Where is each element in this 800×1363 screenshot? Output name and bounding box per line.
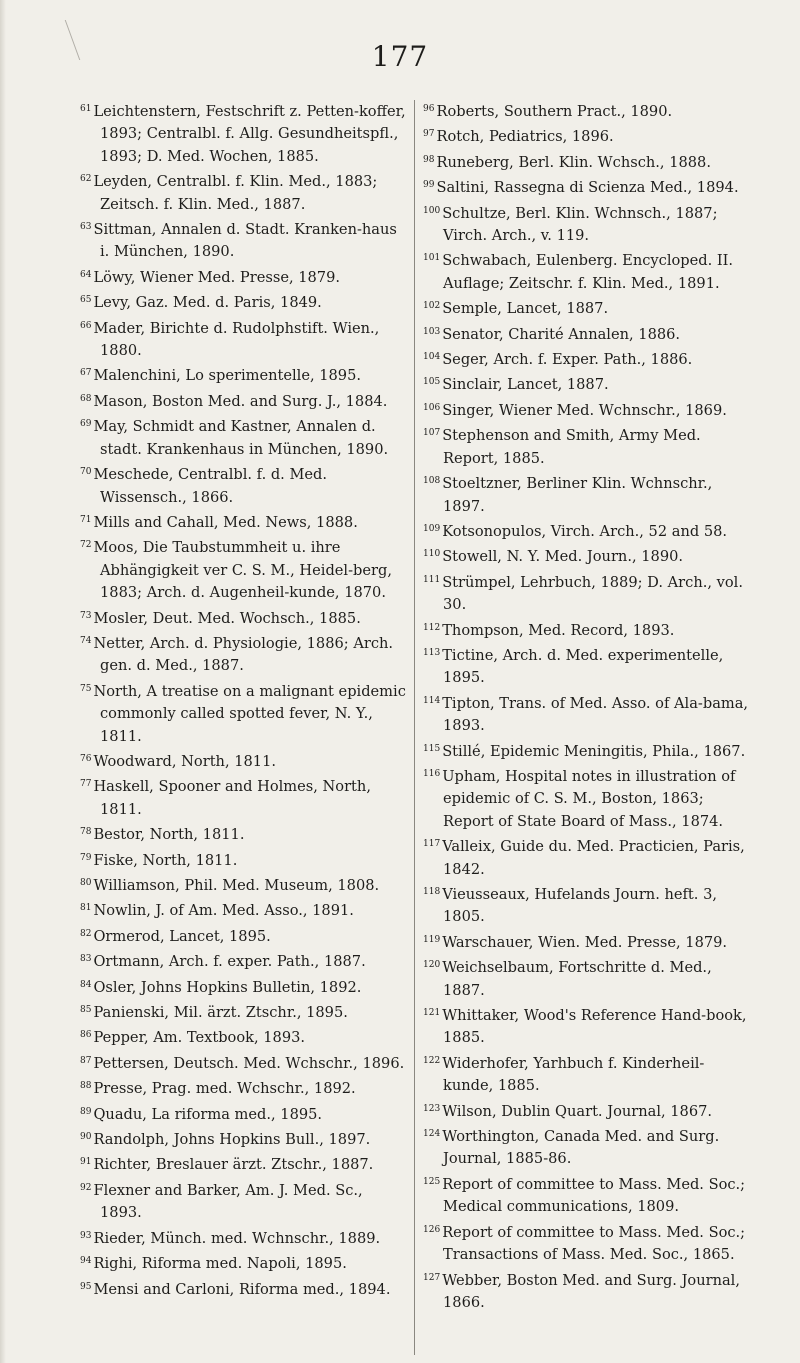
reference-text: Weichselbaum, Fortschritte d. Med., 1887. bbox=[442, 959, 712, 999]
reference-entry bbox=[80, 1177, 408, 1225]
reference-text: Thompson, Med. Record, 1893. bbox=[442, 621, 675, 639]
reference-number: 111 bbox=[423, 574, 441, 585]
reference-number: 84 bbox=[80, 979, 92, 990]
reference-entry bbox=[80, 923, 408, 948]
reference-number: 108 bbox=[423, 476, 441, 487]
reference-number: 97 bbox=[423, 129, 435, 140]
reference-number: 76 bbox=[80, 753, 92, 764]
reference-entry bbox=[80, 509, 408, 534]
reference-text: Woodward, North, 1811. bbox=[93, 752, 277, 770]
reference-number: 80 bbox=[80, 878, 92, 888]
reference-entry bbox=[80, 630, 408, 678]
reference-entry bbox=[423, 1098, 753, 1123]
reference-text: Runeberg, Berl. Klin. Wchsch., 1888. bbox=[436, 153, 711, 171]
reference-text: Seger, Arch. f. Exper. Path., 1886. bbox=[442, 351, 693, 369]
reference-number: 110 bbox=[423, 549, 441, 560]
reference-entry bbox=[80, 948, 408, 973]
reference-number: 67 bbox=[80, 368, 92, 379]
reference-text: Osler, Johns Hopkins Bulletin, 1892. bbox=[93, 978, 362, 996]
reference-list-right bbox=[423, 98, 753, 1314]
reference-text: Richter, Breslauer ärzt. Ztschr., 1887. bbox=[93, 1156, 374, 1174]
reference-number: 100 bbox=[423, 205, 441, 216]
reference-number: 64 bbox=[80, 269, 92, 280]
reference-number: 79 bbox=[80, 852, 92, 863]
reference-number: 93 bbox=[80, 1230, 92, 1241]
reference-entry bbox=[80, 461, 408, 509]
reference-text: Saltini, Rassegna di Scienza Med., 1894. bbox=[436, 179, 739, 197]
reference-number: 78 bbox=[80, 827, 92, 838]
reference-number: 114 bbox=[423, 695, 441, 706]
reference-text: Löwy, Wiener Med. Presse, 1879. bbox=[93, 268, 341, 286]
reference-text: Leichtenstern, Festschrift z. Petten-koffer, 1893; Centralbl. f. Allg. Gesundheitspfl., 1893; D. Med. Wochen, 1885. bbox=[93, 103, 406, 165]
reference-entry bbox=[423, 543, 753, 568]
reference-entry bbox=[80, 847, 408, 872]
reference-entry bbox=[423, 174, 753, 199]
reference-entry bbox=[423, 371, 753, 396]
reference-number: 122 bbox=[423, 1055, 441, 1066]
reference-number: 115 bbox=[423, 743, 441, 754]
reference-entry bbox=[423, 422, 753, 470]
reference-text: Widerhofer, Yarhbuch f. Kinderheil-kunde, 1885. bbox=[442, 1054, 705, 1095]
reference-text: Valleix, Guide du. Med. Practicien, Paris, 1842. bbox=[442, 838, 745, 878]
reference-text: Ortmann, Arch. f. exper. Path., 1887. bbox=[93, 953, 366, 971]
reference-entry bbox=[423, 642, 753, 690]
reference-text: Netter, Arch. d. Physiologie, 1886; Arch. gen. d. Med., 1887. bbox=[93, 634, 394, 675]
reference-text: Mason, Boston Med. and Surg. J., 1884. bbox=[93, 392, 388, 410]
reference-text: Mensi and Carloni, Riforma med., 1894. bbox=[93, 1280, 391, 1298]
reference-text: Pettersen, Deutsch. Med. Wchschr., 1896. bbox=[93, 1054, 405, 1072]
reference-entry bbox=[80, 168, 408, 216]
reference-text: Tictine, Arch. d. Med. experimentelle, 1895. bbox=[442, 646, 724, 687]
reference-text: Randolph, Johns Hopkins Bull., 1897. bbox=[93, 1131, 371, 1149]
reference-text: Roberts, Southern Pract., 1890. bbox=[436, 103, 673, 120]
reference-number: 73 bbox=[80, 610, 92, 621]
reference-text: Kotsonopulos, Virch. Arch., 52 and 58. bbox=[442, 522, 728, 540]
reference-text: Williamson, Phil. Med. Museum, 1808. bbox=[93, 877, 380, 894]
reference-text: Stoeltzner, Berliner Klin. Wchnschr., 1897. bbox=[442, 475, 713, 515]
reference-text: Leyden, Centralbl. f. Klin. Med., 1883; Zeitsch. f. Klin. Med., 1887. bbox=[93, 173, 378, 213]
reference-number: 92 bbox=[80, 1182, 92, 1193]
reference-entry bbox=[423, 397, 753, 422]
reference-entry bbox=[80, 1151, 408, 1176]
reference-number: 117 bbox=[423, 839, 441, 850]
reference-number: 83 bbox=[80, 954, 92, 965]
reference-number: 112 bbox=[423, 622, 441, 633]
reference-entry bbox=[80, 999, 408, 1024]
reference-number: 121 bbox=[423, 1008, 441, 1019]
reference-number: 65 bbox=[80, 295, 92, 306]
reference-entry bbox=[80, 773, 408, 821]
reference-text: Sinclair, Lancet, 1887. bbox=[442, 376, 609, 394]
reference-text: Wilson, Dublin Quart. Journal, 1867. bbox=[442, 1102, 713, 1120]
reference-entry bbox=[80, 1101, 408, 1126]
reference-entry bbox=[80, 678, 408, 748]
reference-text: Moos, Die Taubstummheit u. ihre Abhängigkeit ver C. S. M., Heidel-berg, 1883; Arch. d. Augenheil-kunde, 1870. bbox=[93, 539, 392, 602]
reference-number: 61 bbox=[80, 104, 92, 114]
reference-text: Senator, Charité Annalen, 1886. bbox=[442, 325, 681, 343]
reference-entry bbox=[423, 617, 753, 642]
reference-entry bbox=[80, 974, 408, 999]
reference-text: Vieusseaux, Hufelands Journ. heft. 3, 1805. bbox=[442, 886, 717, 926]
reference-entry bbox=[423, 1123, 753, 1171]
reference-text: Mader, Birichte d. Rudolphstift. Wien., 1880. bbox=[93, 319, 380, 360]
reference-number: 101 bbox=[423, 253, 441, 264]
reference-entry bbox=[423, 247, 753, 295]
reference-list-left bbox=[80, 98, 408, 1301]
reference-number: 104 bbox=[423, 352, 441, 363]
reference-text: Nowlin, J. of Am. Med. Asso., 1891. bbox=[93, 902, 354, 920]
reference-entry bbox=[80, 362, 408, 387]
reference-number: 126 bbox=[423, 1224, 441, 1235]
reference-text: Strümpel, Lehrbuch, 1889; D. Arch., vol. 30. bbox=[442, 573, 743, 614]
reference-number: 96 bbox=[423, 104, 435, 114]
reference-text: Warschauer, Wien. Med. Presse, 1879. bbox=[442, 933, 728, 951]
reference-number: 77 bbox=[80, 779, 92, 790]
reference-text: Levy, Gaz. Med. d. Paris, 1849. bbox=[93, 294, 322, 312]
reference-entry bbox=[423, 569, 753, 617]
reference-number: 123 bbox=[423, 1103, 441, 1114]
reference-text: Stillé, Epidemic Meningitis, Phila., 1867. bbox=[442, 742, 746, 760]
reference-text: Schwabach, Eulenberg. Encycloped. II. Auflage; Zeitschr. f. Klin. Med., 1891. bbox=[442, 252, 734, 292]
reference-text: Panienski, Mil. ärzt. Ztschr., 1895. bbox=[93, 1004, 348, 1022]
reference-entry bbox=[80, 872, 408, 897]
reference-number: 85 bbox=[80, 1005, 92, 1016]
reference-number: 120 bbox=[423, 960, 441, 971]
reference-text: North, A treatise on a malignant epidemic commonly called spotted fever, N. Y., 1811. bbox=[93, 682, 406, 745]
reference-entry bbox=[80, 1250, 408, 1275]
reference-entry bbox=[80, 1024, 408, 1049]
reference-text: Haskell, Spooner and Holmes, North, 1811. bbox=[93, 778, 371, 818]
reference-text: Semple, Lancet, 1887. bbox=[442, 300, 609, 318]
reference-entry bbox=[423, 123, 753, 148]
reference-text: Upham, Hospital notes in illustration of epidemic of C. S. M., Boston, 1863; Report of State Board of Mass., 1874. bbox=[442, 767, 736, 830]
reference-number: 106 bbox=[423, 402, 441, 413]
reference-text: Webber, Boston Med. and Surg. Journal, 1866. bbox=[442, 1271, 740, 1311]
reference-number: 95 bbox=[80, 1281, 92, 1292]
page-edge-shadow bbox=[0, 0, 6, 1363]
reference-text: Quadu, La riforma med., 1895. bbox=[93, 1105, 323, 1123]
reference-text: Righi, Riforma med. Napoli, 1895. bbox=[93, 1255, 347, 1273]
reference-entry bbox=[80, 605, 408, 630]
reference-number: 68 bbox=[80, 393, 92, 404]
reference-number: 70 bbox=[80, 467, 92, 478]
reference-number: 119 bbox=[423, 934, 441, 945]
reference-entry bbox=[423, 200, 753, 248]
reference-text: Sittman, Annalen d. Stadt. Kranken-haus i. München, 1890. bbox=[93, 221, 397, 261]
reference-text: Schultze, Berl. Klin. Wchnsch., 1887; Virch. Arch., v. 119. bbox=[442, 204, 718, 245]
reference-entry bbox=[423, 763, 753, 833]
reference-entry bbox=[423, 149, 753, 174]
reference-entry bbox=[423, 1219, 753, 1267]
reference-entry bbox=[423, 518, 753, 543]
reference-entry bbox=[423, 1267, 753, 1315]
reference-entry bbox=[80, 413, 408, 461]
reference-entry bbox=[423, 1050, 753, 1098]
reference-text: Mosler, Deut. Med. Wochsch., 1885. bbox=[93, 609, 361, 627]
reference-entry bbox=[80, 1126, 408, 1151]
reference-entry bbox=[80, 1225, 408, 1250]
reference-text: Rieder, Münch. med. Wchnschr., 1889. bbox=[93, 1229, 381, 1247]
reference-entry bbox=[80, 821, 408, 846]
reference-entry bbox=[80, 98, 408, 168]
reference-number: 105 bbox=[423, 377, 441, 388]
reference-number: 62 bbox=[80, 174, 92, 185]
reference-number: 87 bbox=[80, 1055, 92, 1066]
reference-entry bbox=[80, 388, 408, 413]
reference-entry bbox=[423, 1171, 753, 1219]
reference-number: 82 bbox=[80, 928, 92, 939]
page-number: 177 bbox=[371, 40, 429, 73]
reference-text: Mills and Cahall, Med. News, 1888. bbox=[93, 513, 358, 531]
reference-entry bbox=[423, 1002, 753, 1050]
reference-text: Stephenson and Smith, Army Med. Report, 1885. bbox=[442, 427, 701, 467]
reference-number: 71 bbox=[80, 514, 92, 525]
reference-entry bbox=[80, 1276, 408, 1301]
reference-text: Rotch, Pediatrics, 1896. bbox=[436, 128, 614, 146]
reference-number: 99 bbox=[423, 180, 435, 191]
reference-entry bbox=[423, 321, 753, 346]
reference-number: 98 bbox=[423, 154, 435, 165]
reference-text: Report of committee to Mass. Med. Soc.; Medical communications, 1809. bbox=[442, 1175, 746, 1216]
reference-entry bbox=[80, 264, 408, 289]
reference-number: 116 bbox=[423, 768, 441, 779]
reference-text: May, Schmidt and Kastner, Annalen d. stadt. Krankenhaus in München, 1890. bbox=[93, 418, 389, 458]
reference-entry bbox=[80, 748, 408, 773]
reference-entry bbox=[80, 1050, 408, 1075]
reference-text: Meschede, Centralbl. f. d. Med. Wissensch., 1866. bbox=[93, 466, 328, 506]
reference-entry bbox=[80, 315, 408, 363]
reference-number: 103 bbox=[423, 326, 441, 337]
reference-number: 113 bbox=[423, 647, 441, 658]
reference-entry bbox=[423, 98, 753, 123]
reference-number: 75 bbox=[80, 683, 92, 694]
reference-entry bbox=[423, 738, 753, 763]
reference-number: 94 bbox=[80, 1256, 92, 1267]
reference-number: 74 bbox=[80, 635, 92, 646]
reference-entry bbox=[423, 346, 753, 371]
reference-entry bbox=[423, 690, 753, 738]
reference-entry bbox=[80, 1075, 408, 1100]
reference-text: Malenchini, Lo sperimentelle, 1895. bbox=[93, 367, 362, 385]
reference-number: 107 bbox=[423, 428, 441, 439]
reference-text: Singer, Wiener Med. Wchnschr., 1869. bbox=[442, 401, 727, 419]
reference-number: 102 bbox=[423, 301, 441, 312]
reference-text: Presse, Prag. med. Wchschr., 1892. bbox=[93, 1080, 356, 1098]
reference-text: Stowell, N. Y. Med. Journ., 1890. bbox=[442, 548, 684, 566]
reference-number: 72 bbox=[80, 540, 92, 551]
reference-number: 118 bbox=[423, 887, 441, 897]
reference-entry bbox=[80, 534, 408, 604]
reference-entry bbox=[80, 216, 408, 264]
reference-text: Ormerod, Lancet, 1895. bbox=[93, 927, 271, 945]
reference-number: 63 bbox=[80, 222, 92, 233]
reference-number: 89 bbox=[80, 1106, 92, 1117]
reference-number: 69 bbox=[80, 419, 92, 430]
reference-text: Report of committee to Mass. Med. Soc.; Transactions of Mass. Med. Soc., 1865. bbox=[442, 1223, 746, 1264]
reference-text: Worthington, Canada Med. and Surg. Journal, 1885-86. bbox=[442, 1128, 720, 1168]
reference-entry bbox=[423, 954, 753, 1002]
reference-text: Flexner and Barker, Am. J. Med. Sc., 1893. bbox=[93, 1181, 363, 1222]
reference-number: 90 bbox=[80, 1132, 92, 1143]
reference-number: 88 bbox=[80, 1081, 92, 1092]
reference-number: 66 bbox=[80, 320, 92, 331]
reference-number: 125 bbox=[423, 1176, 441, 1187]
reference-entry bbox=[423, 470, 753, 518]
reference-text: Fiske, North, 1811. bbox=[93, 851, 238, 869]
reference-entry bbox=[80, 897, 408, 922]
reference-number: 124 bbox=[423, 1129, 441, 1140]
reference-number: 81 bbox=[80, 903, 92, 914]
column-divider bbox=[414, 100, 415, 1355]
reference-entry bbox=[423, 833, 753, 881]
reference-number: 91 bbox=[80, 1157, 92, 1168]
reference-number: 86 bbox=[80, 1030, 92, 1041]
reference-text: Bestor, North, 1811. bbox=[93, 826, 245, 844]
reference-number: 127 bbox=[423, 1272, 441, 1283]
reference-text: Tipton, Trans. of Med. Asso. of Ala-bama, 1893. bbox=[442, 694, 749, 735]
reference-text: Pepper, Am. Textbook, 1893. bbox=[93, 1029, 306, 1047]
reference-entry bbox=[423, 881, 753, 929]
reference-entry bbox=[423, 929, 753, 954]
reference-entry bbox=[423, 295, 753, 320]
reference-text: Whittaker, Wood's Reference Hand-book, 1885. bbox=[442, 1007, 747, 1047]
reference-number: 109 bbox=[423, 523, 441, 534]
reference-entry bbox=[80, 289, 408, 314]
